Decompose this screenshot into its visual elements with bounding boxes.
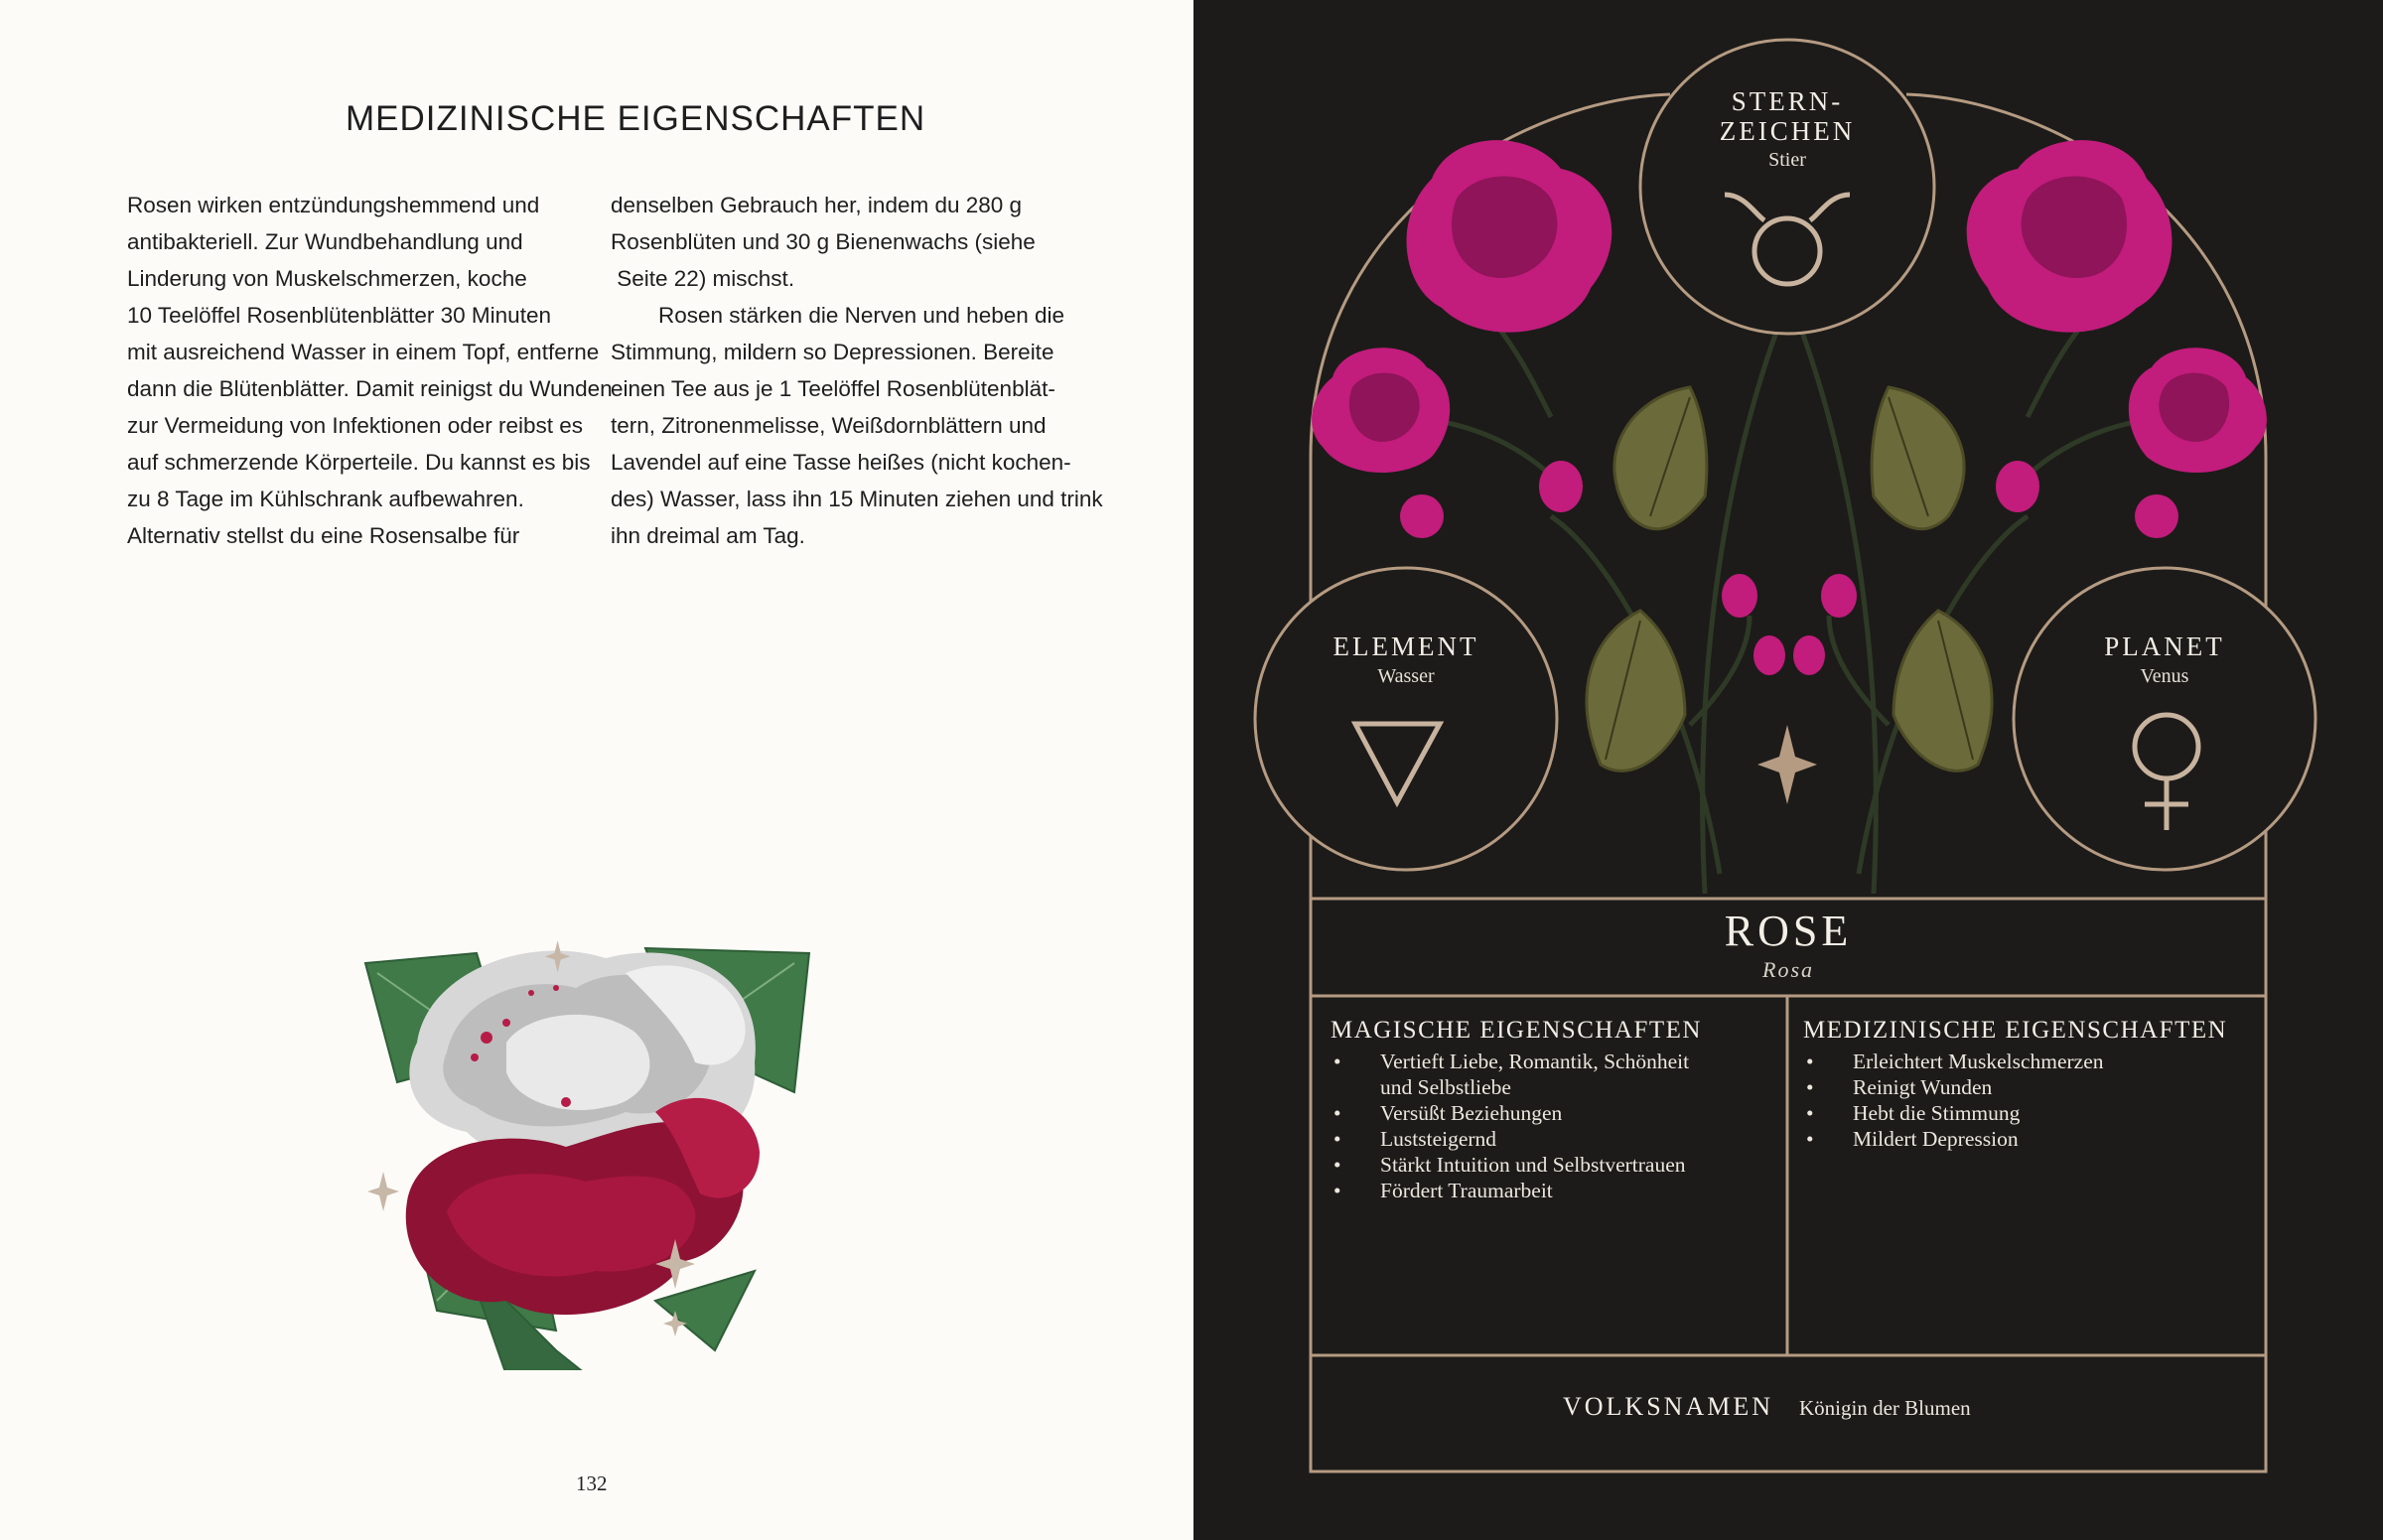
text-line: einen Tee aus je 1 Teelöffel Rosenblütenblät- [611,376,1055,401]
text-line: Alternativ stellst du eine Rosensalbe für [127,523,520,548]
zodiac-label-line2: ZEICHEN [1719,116,1856,146]
list-item [1803,1074,2240,1100]
text-line: Stimmung, mildern so Depressionen. Bereite [611,340,1054,364]
zodiac-value: Stier [1768,149,1806,171]
list-item-text-continued: und Selbstliebe [1380,1075,1511,1099]
text-line: tern, Zitronenmelisse, Weißdornblättern und [611,413,1047,438]
plant-name: ROSE [1724,907,1853,955]
text-line: Rosenblüten und 30 g Bienenwachs (siehe [611,229,1036,254]
rose-illustration [357,933,834,1370]
right-page [1193,0,2383,1540]
magic-properties-heading: MAGISCHE EIGENSCHAFTEN [1331,1017,1702,1044]
list-item-text: Reinigt Wunden [1853,1075,1993,1099]
element-label: ELEMENT [1332,631,1479,661]
sparkle-icon [1757,725,1817,804]
planet-value: Venus [2140,665,2189,687]
page-heading: MEDIZINISCHE EIGENSCHAFTEN [346,99,926,138]
medicinal-properties-heading: MEDIZINISCHE EIGENSCHAFTEN [1803,1017,2228,1044]
magic-properties-list [1331,1049,1767,1203]
rose-plate-artwork [1193,0,2383,1540]
list-item [1803,1100,2240,1126]
list-item-text: Versüßt Beziehungen [1380,1101,1563,1125]
list-item-text: Mildert Depression [1853,1127,2019,1151]
text-line: zu 8 Tage im Kühlschrank aufbewahren. [127,487,524,511]
text-line: Linderung von Muskelschmerzen, koche [127,266,527,291]
text-line: 10 Teelöffel Rosenblütenblätter 30 Minuten [127,303,551,328]
list-item-text: Hebt die Stimmung [1853,1101,2021,1125]
planet-label: PLANET [2104,631,2225,661]
plant-latin-name: Rosa [1762,957,1814,982]
list-item [1331,1178,1767,1203]
list-item-text: Luststeigernd [1380,1127,1497,1151]
text-line: mit ausreichend Wasser in einem Topf, entferne [127,340,600,364]
text-line: Seite 22) mischst. [611,266,795,291]
list-item [1803,1049,2240,1074]
olive-leaves [1587,387,1992,770]
list-item [1331,1126,1767,1152]
list-item [1331,1152,1767,1178]
text-line: auf schmerzende Körperteile. Du kannst es bis [127,450,591,475]
list-item-text: Vertieft Liebe, Romantik, Schönheit [1380,1050,1690,1073]
medicinal-properties-list [1803,1049,2240,1152]
folk-names-value: Königin der Blumen [1799,1396,1971,1420]
zodiac-label-line1: STERN- [1731,86,1844,116]
text-line: zur Vermeidung von Infektionen oder reibst es [127,413,584,438]
list-item [1331,1049,1767,1100]
text-line: Rosen stärken die Nerven und heben die [658,303,1065,328]
list-item-text: Stärkt Intuition und Selbstvertrauen [1380,1153,1686,1177]
list-item [1331,1100,1767,1126]
list-item-text: Erleichtert Muskelschmerzen [1853,1050,2104,1073]
page-number: 132 [576,1471,608,1495]
text-line: Rosen wirken entzündungshemmend und [127,193,540,217]
list-item [1803,1126,2240,1152]
text-line: antibakteriell. Zur Wundbehandlung und [127,229,523,254]
text-line: dann die Blütenblätter. Damit reinigst du Wunden [127,376,613,401]
text-line: Lavendel auf eine Tasse heißes (nicht kochen- [611,450,1071,475]
text-line: des) Wasser, lass ihn 15 Minuten ziehen und trink [611,487,1103,511]
element-value: Wasser [1377,665,1435,687]
text-column-right [611,187,1103,554]
text-line: denselben Gebrauch her, indem du 280 g [611,193,1023,217]
folk-names-label: VOLKSNAMEN [1563,1392,1773,1421]
list-item-text: Fördert Traumarbeit [1380,1179,1553,1202]
text-line: ihn dreimal am Tag. [611,523,805,548]
text-column-left [127,187,613,554]
